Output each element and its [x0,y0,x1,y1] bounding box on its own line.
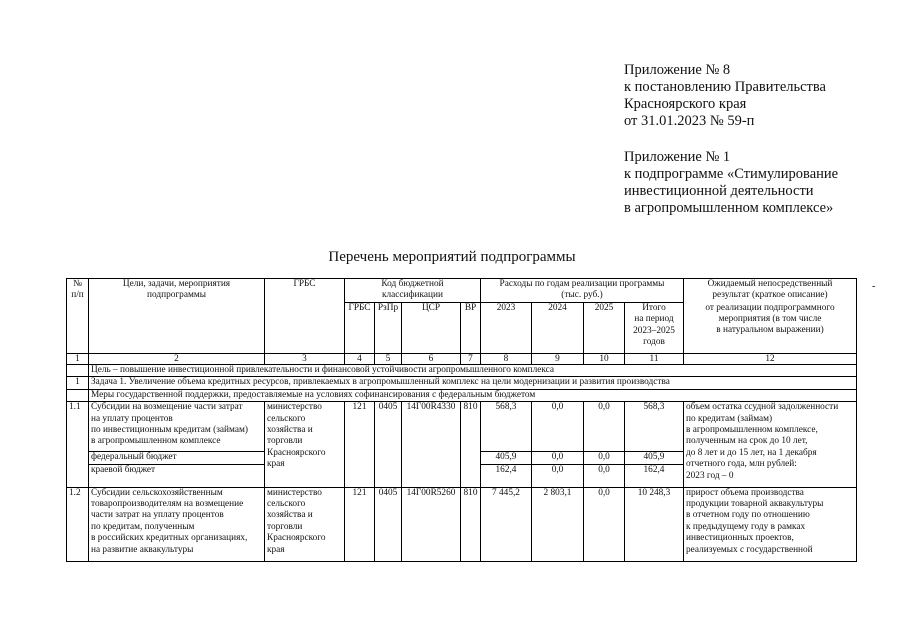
task-no: 1 [67,377,89,389]
header-no: № п/п [67,279,89,354]
regional-budget-label: краевой бюджет [89,464,265,487]
row-2025: 0,0 [584,487,625,561]
row-2025: 0,0 [584,402,625,452]
row-2024: 2 803,1 [532,487,584,561]
col-number: 8 [481,354,532,365]
col-number: 12 [684,354,857,365]
row-no: 1.1 [67,402,89,487]
header-code-rzpr: РзПр [375,303,402,354]
column-numbers-row [67,354,857,365]
row-code-vr: 810 [461,402,481,487]
row-code-csr: 14Г00R4330 [402,402,461,487]
header-budget-code: Код бюджетной классификации [345,279,481,303]
header-total: Итого на период 2023–2025 годов [625,303,684,354]
appendix-main-line: Красноярского края [624,96,747,112]
appendix-main-line: от 31.01.2023 № 59-п [624,113,755,129]
appendix-sub-block [624,149,838,217]
appendix-sub-line: к подпрограмме «Стимулирование [624,166,839,182]
row-result: объем остатка ссудной задолженности по кредитам (займам) в агропромышленном комплексе, полученным на срок до 10 лет, до 8 лет и до 15 лет, на 1 декабря отчетного года, млн рублей: 2023 год – 0 [684,402,857,487]
table-header-row [67,279,857,303]
federal-2024: 0,0 [532,452,584,464]
row-code-rzpr: 0405 [375,487,402,561]
row-2023: 7 445,2 [481,487,532,561]
row-result: прирост объема производства продукции товарной аквакультуры в отчетном году по отношению к предыдущему году в рамках инвестиционных проектов, реализуемых с государственной [684,487,857,561]
task-text: Задача 1. Увеличение объема кредитных ресурсов, привлекаемых в агропромышленный комплекс на цели модернизации и развития производства [89,377,857,389]
row-2024: 0,0 [532,402,584,452]
row-total: 568,3 [625,402,684,452]
row-name: Субсидии на возмещение части затрат на уплату процентов по инвестиционным кредитам (займам) в агропромышленном комплексе [89,402,265,452]
federal-2025: 0,0 [584,452,625,464]
federal-budget-label: федеральный бюджет [89,452,265,464]
margin-mark: - [872,281,876,292]
measures-text: Меры государственной поддержки, предоставляемые на условиях софинансирования с федеральным бюджетом [89,389,857,401]
measures-table [66,278,857,562]
regional-2023: 162,4 [481,464,532,487]
row-name: Субсидии сельскохозяйственным товаропроизводителям на возмещение части затрат на уплату процентов по кредитам, полученным в российских кредитных организациях, на развитие аквакультуры [89,487,265,561]
row-code-vr: 810 [461,487,481,561]
appendix-main-line: Приложение № 8 [624,62,731,78]
goal-no-cell [67,365,89,377]
col-number: 1 [67,354,89,365]
measures-row [67,389,857,401]
header-year-2023: 2023 [481,303,532,354]
table-row [67,402,857,452]
row-code-rzpr: 0405 [375,402,402,487]
row-code-grbs: 121 [345,402,375,487]
header-goals: Цели, задачи, мероприятия подпрограммы [89,279,265,354]
row-total: 10 248,3 [625,487,684,561]
row-code-csr: 14Г00R5260 [402,487,461,561]
header-year-2025: 2025 [584,303,625,354]
col-number: 6 [402,354,461,365]
col-number: 11 [625,354,684,365]
regional-2025: 0,0 [584,464,625,487]
col-number: 5 [375,354,402,365]
federal-total: 405,9 [625,452,684,464]
col-number: 9 [532,354,584,365]
appendix-sub-line: в агропромышленном комплексе» [624,200,834,216]
appendix-sub-line: инвестиционной деятельности [624,183,814,199]
document-title: Перечень мероприятий подпрограммы [328,249,576,265]
col-number: 2 [89,354,265,365]
task-row [67,377,857,389]
header-code-vr: ВР [461,303,481,354]
header-expenses: Расходы по годам реализации программы (тыс. руб.) [481,279,684,303]
col-number: 4 [345,354,375,365]
header-year-2024: 2024 [532,303,584,354]
header-expected-sub: от реализации подпрограммного мероприятия (в том числе в натуральном выражении) [684,303,857,354]
goal-text: Цель – повышение инвестиционной привлекательности и финансовой устойчивости агропромышленного комплекса [89,365,857,377]
header-code-grbs: ГРБС [345,303,375,354]
regional-2024: 0,0 [532,464,584,487]
table-row [67,487,857,561]
appendix-main-block [624,62,826,130]
appendix-sub-line: Приложение № 1 [624,149,731,165]
row-2023: 568,3 [481,402,532,452]
header-expected: Ожидаемый непосредственный результат (краткое описание) [684,279,857,303]
row-code-grbs: 121 [345,487,375,561]
col-number: 10 [584,354,625,365]
header-code-csr: ЦСР [402,303,461,354]
header-grbs: ГРБС [265,279,345,354]
appendix-main-line: к постановлению Правительства [624,79,826,95]
row-no: 1.2 [67,487,89,561]
col-number: 3 [265,354,345,365]
col-number: 7 [461,354,481,365]
row-grbs: министерство сельского хозяйства и торговли Красноярского края [265,487,345,561]
regional-total: 162,4 [625,464,684,487]
federal-2023: 405,9 [481,452,532,464]
goal-row [67,365,857,377]
row-grbs: министерство сельского хозяйства и торговли Красноярского края [265,402,345,487]
measures-no-cell [67,389,89,401]
